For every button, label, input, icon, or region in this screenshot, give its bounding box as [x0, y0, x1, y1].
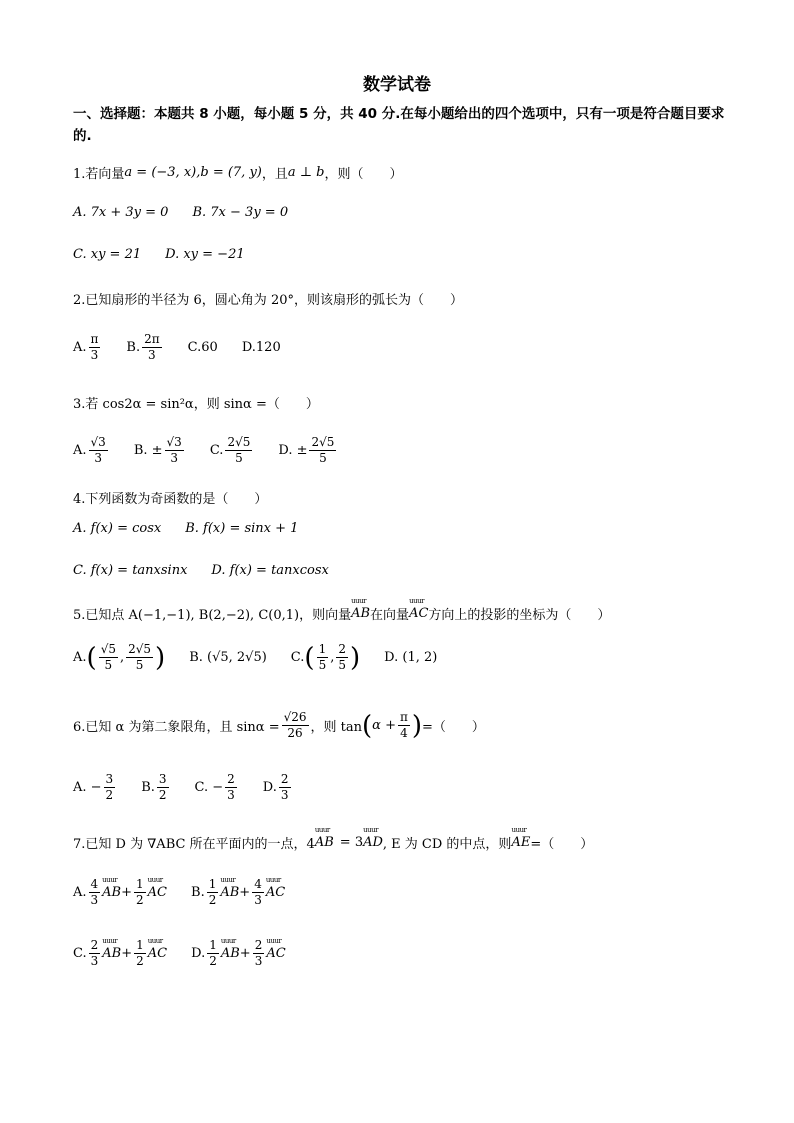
- q5-option-d[interactable]: D. (1, 2): [384, 650, 438, 665]
- q1-option-b[interactable]: B. 7x − 3y = 0: [192, 205, 289, 220]
- question-4-stem: 4.下列函数为奇函数的是（ ）: [73, 492, 268, 507]
- q4-option-c[interactable]: C. f(x) = tanxsinx: [73, 563, 188, 578]
- q3-option-b[interactable]: B. ± $\frac{√3}{3}$: [133, 435, 182, 465]
- question-1-options-ab: [73, 205, 312, 220]
- vector-ae: uuur AE: [511, 835, 530, 850]
- q1-option-c[interactable]: C. xy = 21: [73, 247, 142, 262]
- question-3-options: [73, 435, 362, 466]
- question-1-stem: 1.若向量 a = (−3, x), b = (7, y) ，且 a ⊥ b ，则（ ）: [73, 165, 403, 182]
- q7-option-d[interactable]: D. $\frac{1}{2}$ uuur AB + $\frac{2}{3}$ uuur AC: [191, 938, 286, 969]
- q2-option-a[interactable]: A. $\frac{\pi}{3}$: [73, 332, 99, 362]
- q4-option-d[interactable]: D. f(x) = tanxcosx: [211, 563, 329, 578]
- vector-ab: uuur AB: [315, 835, 334, 850]
- vector-ab: uuur AB: [351, 606, 370, 621]
- question-2-stem: 2.已知扇形的半径为 6，圆心角为 20°，则该扇形的弧长为（ ）: [73, 293, 463, 308]
- question-5-stem: 5.已知点 A(−1,−1), B(2,−2), C(0,1)，则向量 uuur AB 在向量 uuur AC 方向上的投影的坐标为（ ）: [73, 604, 610, 623]
- q2-option-c[interactable]: C.60: [187, 340, 218, 355]
- q3-option-d[interactable]: D. ± $\frac{2√5}{5}$: [278, 435, 335, 465]
- question-7-options-cd: [73, 938, 310, 969]
- question-6-stem: 6.已知 α 为第二象限角，且 sinα = $\frac{√26}{26}$ ，则 tan ( α + $\frac{\pi}{4}$ ) =（ ）: [73, 710, 485, 741]
- q5-option-c[interactable]: C. ( $\frac{1}{5}$ , $\frac{2}{5}$ ): [290, 642, 361, 673]
- question-3-stem: 3.若 cos2α = sin²α，则 sinα =（ ）: [73, 397, 319, 412]
- q5-option-b[interactable]: B. (√5, 2√5): [189, 650, 267, 665]
- question-2-options: [73, 332, 305, 363]
- question-4-options-cd: [73, 563, 353, 578]
- q2-option-d[interactable]: D.120: [241, 340, 281, 355]
- page-title: 数学试卷: [363, 75, 431, 95]
- q5-option-a[interactable]: A. ( $\frac{√5}{5}$ , $\frac{2√5}{5}$ ): [73, 642, 166, 673]
- q6-option-d[interactable]: D. $\frac{2}{3}$: [262, 772, 289, 802]
- q1-option-d[interactable]: D. xy = −21: [165, 247, 245, 262]
- vector-ac: uuur AC: [409, 606, 428, 621]
- q4-option-a[interactable]: A. f(x) = cosx: [73, 521, 162, 536]
- q7-option-b[interactable]: B. $\frac{1}{2}$ uuur AB + $\frac{4}{3}$ uuur AC: [191, 877, 285, 908]
- vector-ad: uuur AD: [363, 835, 383, 850]
- question-7-options-ab: [73, 877, 309, 908]
- q2-option-b[interactable]: B. $\frac{2\pi}{3}$: [126, 332, 160, 362]
- section-heading: 一、选择题：本题共 8 小题，每小题 5 分，共 40 分.在每小题给出的四个选项中，只有一项是符合题目要求的.: [73, 106, 725, 144]
- question-6-options: [73, 772, 317, 803]
- q6-option-c[interactable]: C. − $\frac{2}{3}$: [194, 772, 235, 802]
- q3-option-c[interactable]: C. $\frac{2√5}{5}$: [209, 435, 251, 465]
- q1-option-a[interactable]: A. 7x + 3y = 0: [73, 205, 169, 220]
- q3-option-a[interactable]: A. $\frac{√3}{3}$: [73, 435, 106, 465]
- q6-option-b[interactable]: B. $\frac{3}{2}$: [141, 772, 167, 802]
- question-5-options: [73, 642, 461, 673]
- q6-option-a[interactable]: A. − $\frac{3}{2}$: [73, 772, 114, 802]
- q7-option-a[interactable]: A. $\frac{4}{3}$ uuur AB + $\frac{1}{2}$ uuur AC: [73, 877, 167, 908]
- q4-option-b[interactable]: B. f(x) = sinx + 1: [185, 521, 299, 536]
- question-1-options-cd: [73, 247, 269, 262]
- question-4-options-ab: [73, 521, 322, 536]
- q7-option-c[interactable]: C. $\frac{2}{3}$ uuur AB + $\frac{1}{2}$ uuur AC: [73, 938, 167, 969]
- question-7-stem: 7.已知 D 为 ∇ABC 所在平面内的一点，4 uuur AB = 3 uuur AD , E 为 CD 的中点，则 uuur AE =（ ）: [73, 833, 593, 852]
